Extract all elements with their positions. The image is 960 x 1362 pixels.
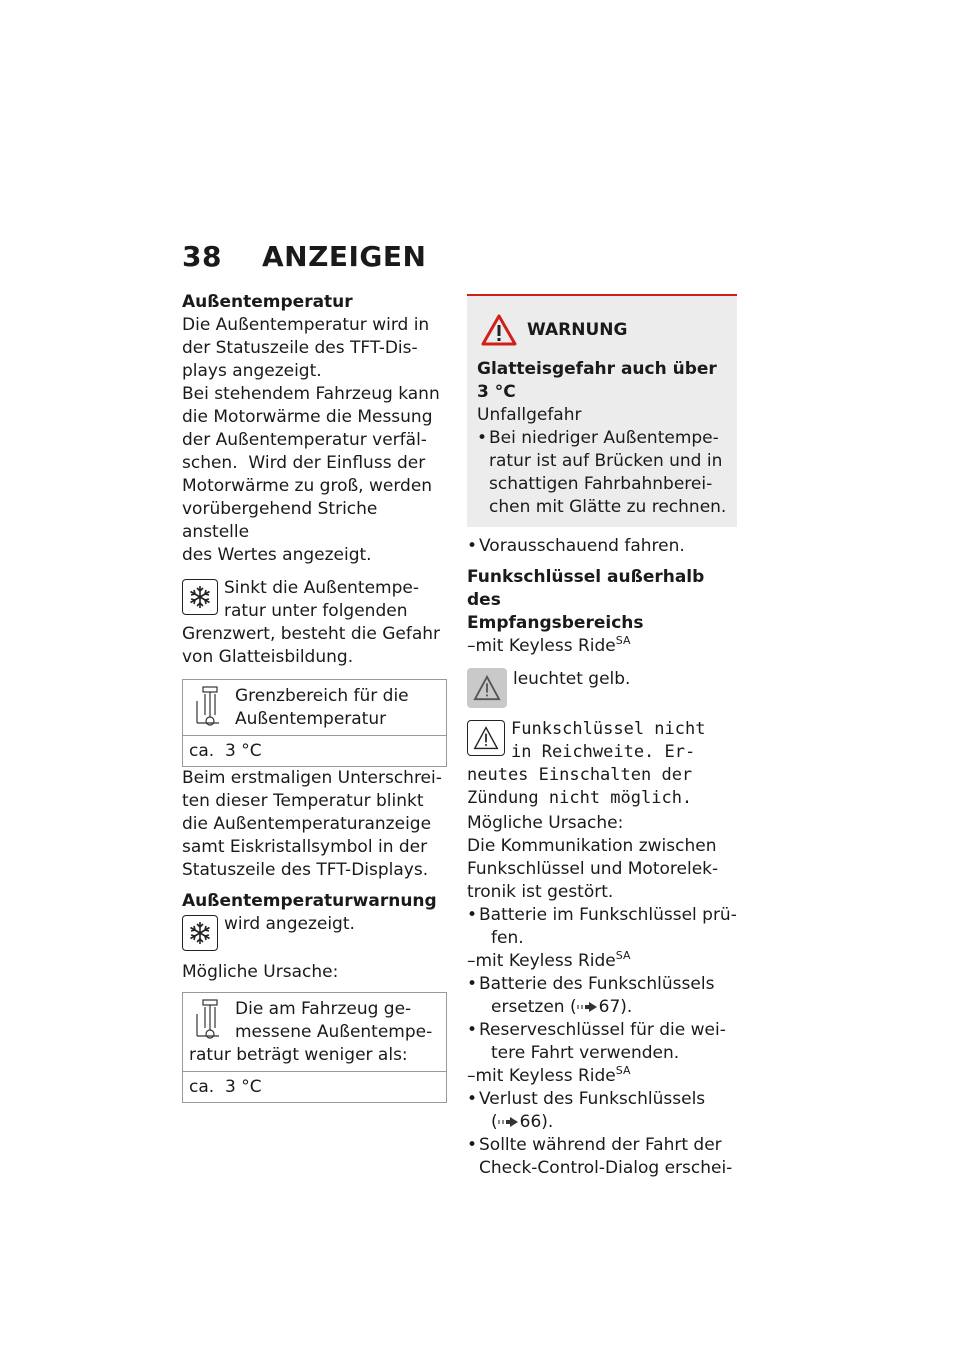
warning-triangle-icon xyxy=(481,314,517,346)
text-line: ersetzen ( xyxy=(491,997,577,1017)
warning-title: Glatteisgefahr auch über xyxy=(477,359,717,379)
limit-table-1 xyxy=(182,679,447,767)
text-line: ratur ist auf Brücken und in xyxy=(489,451,723,471)
page-reference[interactable]: 67). xyxy=(598,997,633,1017)
text-line: chen mit Glätte zu rechnen. xyxy=(489,497,727,517)
keyless-note xyxy=(467,635,737,658)
text-line: Sinkt die Außentempe- xyxy=(224,578,419,598)
list-item: • Verlust des Funkschlüssels ( 66). xyxy=(467,1089,706,1132)
text-line: tronik ist gestört. xyxy=(467,882,614,902)
paragraph-engine-heat xyxy=(182,383,447,567)
text-line: Batterie im Funkschlüssel prü- xyxy=(479,905,737,925)
text-line: Reserveschlüssel für die wei- xyxy=(479,1020,726,1040)
warning-header xyxy=(481,314,727,346)
text-line: schen. Wird der Einfluss der xyxy=(182,453,426,473)
table-value: ca. 3 °C xyxy=(189,741,262,761)
thermometer-icon xyxy=(189,998,229,1042)
text-line: ten dieser Temperatur blinkt xyxy=(182,791,424,811)
table-header-line: Grenzbereich für die xyxy=(235,686,409,706)
heading-line: Funkschlüssel außerhalb des xyxy=(467,567,705,610)
table-value: ca. 3 °C xyxy=(189,1077,262,1097)
text-line: Die Außentemperatur wird in xyxy=(182,315,430,335)
sa-mark: SA xyxy=(615,1064,631,1077)
column-left xyxy=(182,291,447,1103)
text-line: plays angezeigt. xyxy=(182,361,322,381)
table-header-line: ratur beträgt weniger als: xyxy=(189,1045,408,1065)
text-line: –mit Keyless Ride xyxy=(467,951,616,971)
display-message-line: Zündung nicht möglich. xyxy=(467,788,693,808)
table-header-line: messene Außentempe- xyxy=(235,1022,433,1042)
warning-title: 3 °C xyxy=(477,382,516,402)
list-item: • Sollte während der Fahrt der Check-Control-Dialog erschei- xyxy=(467,1135,733,1178)
text-line: Sollte während der Fahrt der xyxy=(479,1135,722,1155)
list-item: • Reserveschlüssel für die wei- tere Fahrt verwenden. xyxy=(467,1020,726,1063)
text-line: tere Fahrt verwenden. xyxy=(491,1043,680,1063)
text-line: –mit Keyless Ride xyxy=(467,636,616,656)
warning-box xyxy=(467,294,737,527)
text-line: des Wertes angezeigt. xyxy=(182,545,372,565)
text-line: ( xyxy=(491,1112,498,1132)
text-line: leuchtet gelb. xyxy=(513,669,631,689)
text-line: samt Eiskristallsymbol in der xyxy=(182,837,428,857)
thermometer-icon xyxy=(189,685,229,729)
page-header xyxy=(182,240,426,273)
reference-arrow-icon xyxy=(498,1117,520,1127)
text-line: schattigen Fahrbahnberei- xyxy=(489,474,713,494)
text-line: von Glatteisbildung. xyxy=(182,647,354,667)
text-line: die Außentemperaturanzeige xyxy=(182,814,432,834)
heading-line: Empfangsbereichs xyxy=(467,613,644,633)
possible-cause-label: Mögliche Ursache: xyxy=(467,813,624,833)
text-line: Batterie des Funkschlüssels xyxy=(479,974,715,994)
text-line: vorübergehend Striche anstelle xyxy=(182,499,378,542)
frost-block xyxy=(182,577,447,669)
page-number: 38 xyxy=(182,240,222,273)
text-line: fen. xyxy=(491,928,524,948)
list-item: • Batterie des Funkschlüssels ersetzen ( 67). xyxy=(467,974,715,1017)
list-item: • Batterie im Funkschlüssel prü- fen. xyxy=(467,905,737,948)
text-line: Vorausschauend fahren. xyxy=(479,536,685,556)
text-line: Motorwärme zu groß, werden xyxy=(182,476,433,496)
page-reference[interactable]: 66). xyxy=(519,1112,554,1132)
display-message-line: in Reichweite. Er- xyxy=(511,742,696,762)
text-line: Bei niedriger Außentempe- xyxy=(489,428,719,448)
column-right xyxy=(467,294,737,1180)
paragraph-first-undershoot xyxy=(182,767,447,882)
possible-cause-label: Mögliche Ursache: xyxy=(182,962,339,982)
snowflake-icon xyxy=(182,579,218,615)
text-line: der Außentemperatur verfäl- xyxy=(182,430,427,450)
text-line: wird angezeigt. xyxy=(224,914,355,934)
text-line: Funkschlüssel und Motorelek- xyxy=(467,859,719,879)
reference-arrow-icon xyxy=(577,1002,599,1012)
text-line: Verlust des Funkschlüssels xyxy=(479,1089,706,1109)
chapter-title: ANZEIGEN xyxy=(261,240,427,273)
warning-shown-block xyxy=(182,913,447,955)
text-line: –mit Keyless Ride xyxy=(467,1066,616,1086)
keyless-note xyxy=(467,1065,737,1088)
limit-table-2 xyxy=(182,992,447,1103)
heading-temp-warning: Außentemperaturwarnung xyxy=(182,891,437,911)
table-header-line: Die am Fahrzeug ge- xyxy=(235,999,412,1019)
text-line: der Statuszeile des TFT-Dis- xyxy=(182,338,418,358)
warning-triangle-icon xyxy=(467,720,505,756)
snowflake-icon xyxy=(182,915,218,951)
warning-label: WARNUNG xyxy=(527,319,628,340)
text-line: Beim erstmaligen Unterschrei- xyxy=(182,768,442,788)
text-line: die Motorwärme die Messung xyxy=(182,407,433,427)
text-line: ratur unter folgenden xyxy=(224,601,408,621)
paragraph-status-line xyxy=(182,314,447,383)
sa-mark: SA xyxy=(615,949,631,962)
sa-mark: SA xyxy=(615,634,631,647)
display-message-line: Funkschlüssel nicht xyxy=(511,719,706,739)
text-line: Check-Control-Dialog erschei- xyxy=(479,1158,733,1178)
text-line: Bei stehendem Fahrzeug kann xyxy=(182,384,440,404)
text-line: Statuszeile des TFT-Displays. xyxy=(182,860,429,880)
list-item: • Vorausschauend fahren. xyxy=(467,536,685,556)
keyless-note xyxy=(467,950,737,973)
heading-outside-temp: Außentemperatur xyxy=(182,292,353,312)
indicator-block xyxy=(467,668,737,708)
general-warning-indicator-icon xyxy=(467,668,507,708)
display-message-block xyxy=(467,718,737,810)
table-header-line: Außentemperatur xyxy=(235,709,387,729)
list-item: • Bei niedriger Außentempe- ratur ist auf Brücken und in schattigen Fahrbahnberei- chen mit Glätte zu rechnen. xyxy=(477,428,727,517)
warning-subtitle: Unfallgefahr xyxy=(477,405,582,425)
heading-keyfob xyxy=(467,566,737,635)
display-message-line: neutes Einschalten der xyxy=(467,765,693,785)
text-line: Grenzwert, besteht die Gefahr xyxy=(182,624,441,644)
text-line: Die Kommunikation zwischen xyxy=(467,836,717,856)
